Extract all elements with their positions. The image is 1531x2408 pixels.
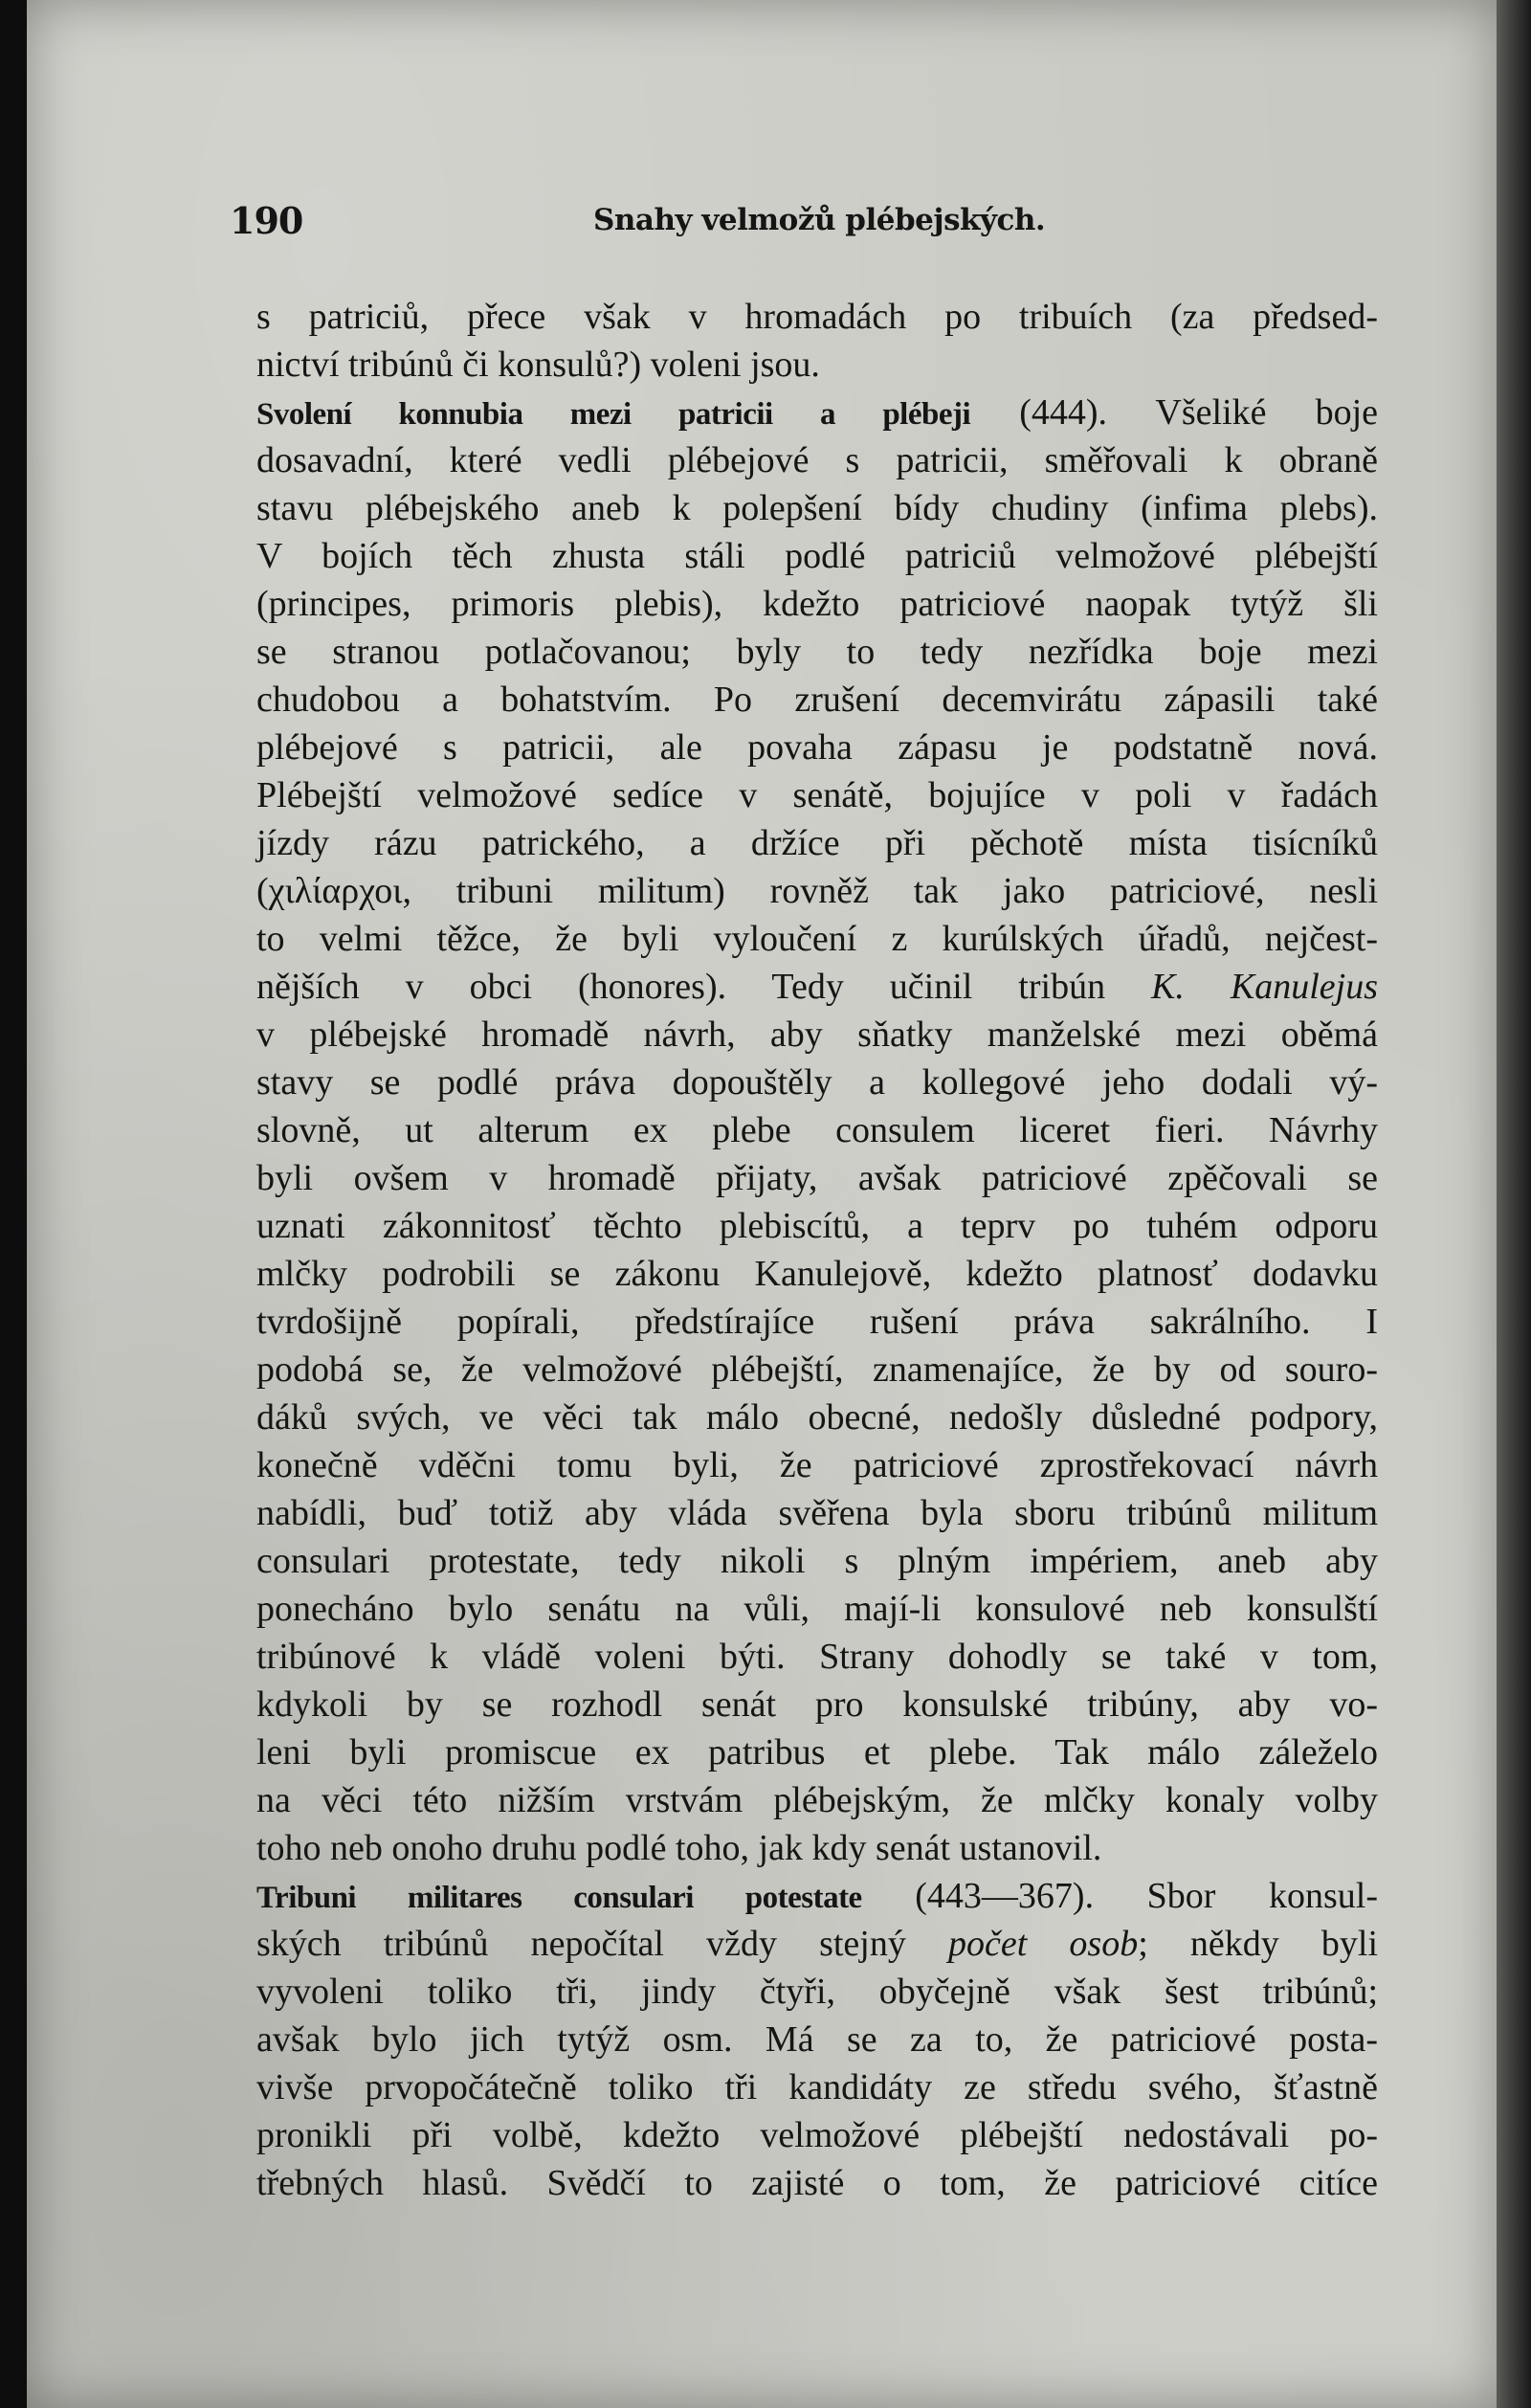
text-line: v plébejské hromadě návrh, aby sňatky manželské mezi oběmá <box>256 1014 1378 1055</box>
page-header <box>230 199 1378 247</box>
body-text <box>256 293 1378 2207</box>
text-line: jízdy rázu patrického, a držíce při pěchotě místa tisícníků <box>256 823 1378 863</box>
book-page <box>27 0 1500 2408</box>
text-fragment: (444). Všeliké boje <box>970 392 1378 433</box>
text-line: na věci této nižším vrstvám plébejským, že mlčky konaly volby <box>256 1780 1378 1820</box>
text-line: ponecháno bylo senátu na vůli, mají-li konsulové neb konsulští <box>256 1589 1378 1629</box>
text-line: avšak bylo jich tytýž osm. Má se za to, že patriciové posta- <box>256 2019 1378 2060</box>
text-line: nictví tribúnů či konsulů?) voleni jsou. <box>256 345 820 385</box>
text-line: tvrdošijně popírali, předstírajíce rušení práva sakrálního. I <box>256 1302 1378 1342</box>
page-edge-shadow <box>1497 0 1531 2408</box>
text-line: (principes, primoris plebis), kdežto patriciové naopak tytýž šli <box>256 584 1378 624</box>
text-line: se stranou potlačovanou; byly to tedy nezřídka boje mezi <box>256 632 1378 672</box>
text-fragment: ; někdy byli <box>1138 1924 1378 1964</box>
text-line: nabídli, buď totiž aby vláda svěřena byla sboru tribúnů militum <box>256 1493 1378 1533</box>
text-line: vivše prvopočátečně toliko tři kandidáty ze středu svého, šťastně <box>256 2067 1378 2107</box>
text-line: uznati zákonnitosť těchto plebiscítů, a teprv po tuhém odporu <box>256 1206 1378 1246</box>
text-line: stavy se podlé práva dopouštěly a kollegové jeho dodali vý- <box>256 1062 1378 1103</box>
text-line: podobá se, že velmožové plébejští, znamenajíce, že by od souro- <box>256 1349 1378 1390</box>
section-heading: Svolení konnubia mezi patricii a plébeji <box>256 397 971 432</box>
text-line: stavu plébejského aneb k polepšení bídy chudiny (infima plebs). <box>256 488 1378 528</box>
text-line: byli ovšem v hromadě přijaty, avšak patriciové zpěčovali se <box>256 1158 1378 1198</box>
text-line: leni byli promiscue ex patribus et plebe. Tak málo záleželo <box>256 1732 1378 1773</box>
text-line: třebných hlasů. Svědčí to zajisté o tom, že patriciové citíce <box>256 2163 1378 2203</box>
text-line: s patriciů, přece však v hromadách po tribuích (za předsed- <box>256 297 1378 337</box>
text-line: toho neb onoho druhu podlé toho, jak kdy senát ustanovil. <box>256 1828 1102 1868</box>
text-line: (χιλίαρχοι, tribuni militum) rovněž tak jako patriciové, nesli <box>256 871 1378 911</box>
text-line: consulari protestate, tedy nikoli s plným impériem, aneb aby <box>256 1541 1378 1581</box>
text-line: dosavadní, které vedli plébejové s patricii, směřovali k obraně <box>256 440 1378 480</box>
page-number: 190 <box>230 199 303 242</box>
text-line: kdykoli by se rozhodl senát pro konsulské tribúny, aby vo- <box>256 1684 1378 1725</box>
text-line: konečně vděčni tomu byli, že patriciové zprostřekovací návrh <box>256 1445 1378 1485</box>
text-line: Plébejští velmožové sedíce v senátě, bojujíce v poli v řadách <box>256 775 1378 815</box>
text-line: pronikli při volbě, kdežto velmožové plébejští nedostávali po- <box>256 2115 1378 2155</box>
italic-name: K. Kanulejus <box>1151 967 1378 1007</box>
text-line <box>256 389 1378 436</box>
text-line: tribúnové k vládě voleni býti. Strany dohodly se také v tom, <box>256 1637 1378 1677</box>
italic-term: počet osob <box>947 1924 1139 1964</box>
text-line: dáků svých, ve věci tak málo obecné, nedošly důsledné podpory, <box>256 1397 1378 1438</box>
text-line: mlčky podrobili se zákonu Kanulejově, kdežto platnosť dodavku <box>256 1254 1378 1294</box>
text-line: V bojích těch zhusta stáli podlé patriciů velmožové plébejští <box>256 536 1378 576</box>
text-line: to velmi těžce, že byli vyloučení z kurúlských úřadů, nejčest- <box>256 919 1378 959</box>
text-line: plébejové s patricii, ale povaha zápasu je podstatně nová. <box>256 727 1378 768</box>
text-line: slovně, ut alterum ex plebe consulem liceret fieri. Návrhy <box>256 1110 1378 1150</box>
section-heading: Tribuni militares consulari potestate <box>256 1881 862 1915</box>
text-fragment: nějších v obci (honores). Tedy učinil tribún <box>256 967 1152 1007</box>
text-fragment: (443—367). Sbor konsul- <box>861 1876 1378 1916</box>
text-line: vyvoleni toliko tři, jindy čtyři, obyčejně však šest tribúnů; <box>256 1972 1378 2012</box>
text-line: chudobou a bohatstvím. Po zrušení decemvirátu zápasili také <box>256 680 1378 720</box>
text-fragment: ských tribúnů nepočítal vždy stejný <box>256 1924 948 1964</box>
text-line <box>256 1872 1378 1920</box>
text-line <box>256 1920 1378 1968</box>
text-line <box>256 963 1378 1011</box>
running-head: Snahy velmožů plébejských. <box>593 203 1046 237</box>
